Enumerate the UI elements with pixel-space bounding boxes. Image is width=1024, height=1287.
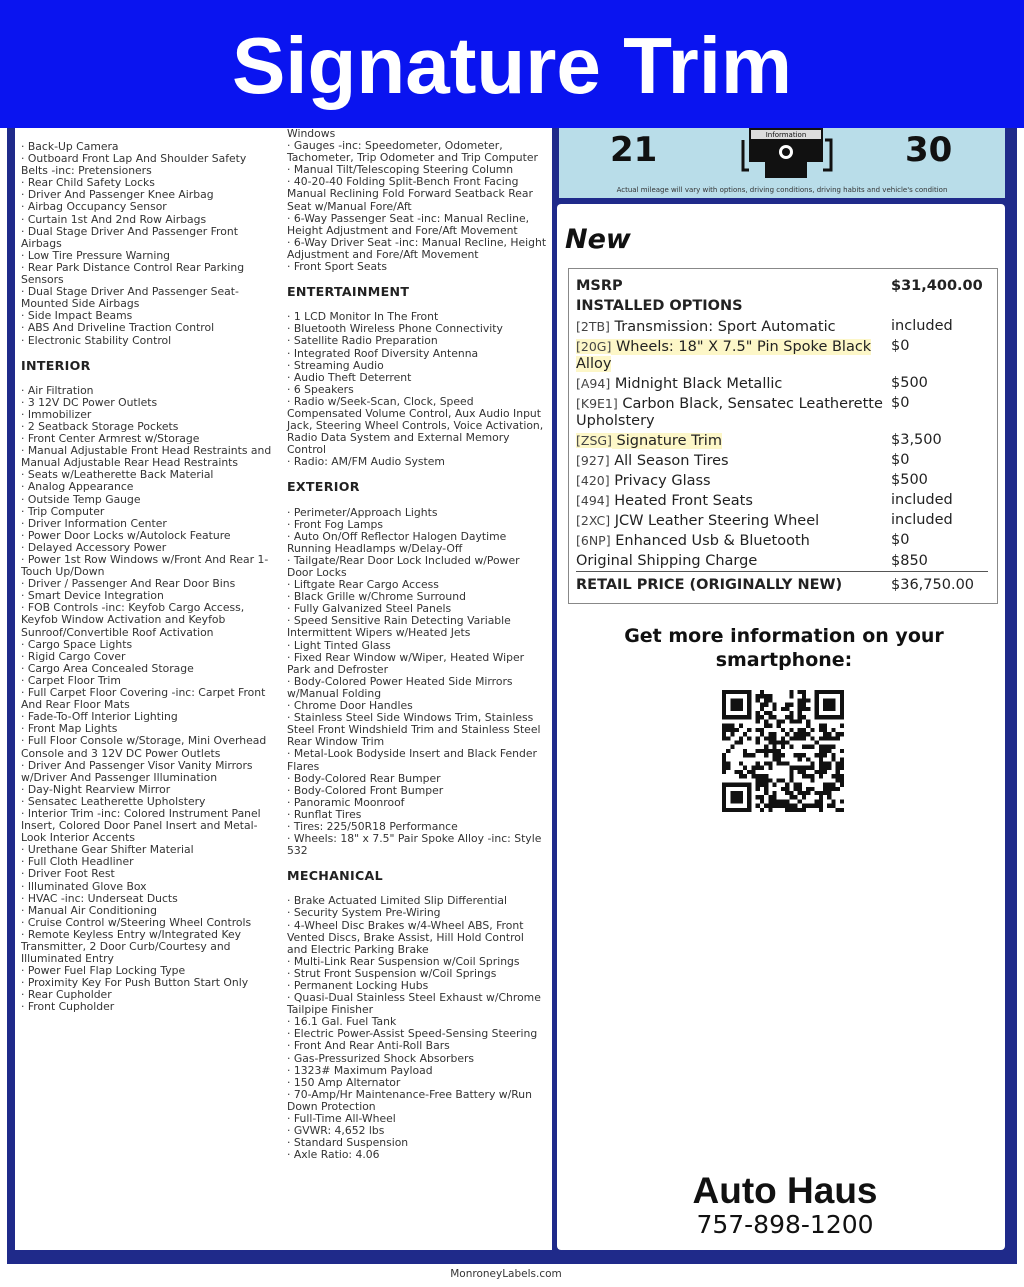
feature-item: · Light Tinted Glass [287,638,391,652]
feature-item: · Permanent Locking Hubs [287,979,429,992]
feature-item: · Gauges -inc: Speedometer, Odometer, Tachometer, Trip Odometer and Trip Computer [287,139,538,165]
feature-item: · Driver / Passenger And Rear Door Bins [21,577,236,591]
feature-item: · Satellite Radio Preparation [287,334,438,348]
feature-item: · Cargo Area Concealed Storage [21,661,194,675]
feature-item: · 40-20-40 Folding Split-Bench Front Facing Manual Reclining Fold Forward Seatback Rear Seat w/Manual Fore/Aft [287,175,533,213]
feature-item: · Outboard Front Lap And Shoulder Safety Belts -inc: Pretensioners [21,152,247,178]
option-price: $0 [891,338,910,354]
feature-item: · Front Sport Seats [287,260,387,274]
feature-item: · Runflat Tires [287,807,362,821]
feature-item: · Full Carpet Floor Covering -inc: Carpet Front And Rear Floor Mats [21,686,266,712]
feature-item: · Full Cloth Headliner [21,855,134,869]
features-column-left [21,128,273,1014]
feature-item: · 6-Way Passenger Seat -inc: Manual Recline, Height Adjustment and Fore/Aft Movement [287,211,530,237]
feature-item: · Radio: AM/FM Audio System [287,455,445,469]
option-code: [420] [576,473,610,488]
feature-item: · Electric Power-Assist Speed-Sensing Steering [287,1027,538,1041]
feature-item: · Front Cupholder [21,1000,115,1014]
option-price: $0 [891,532,910,548]
feature-item: · Cargo Space Lights [21,637,133,651]
vehicle-condition: New [565,224,631,255]
feature-item: · 6 Speakers [287,382,354,396]
option-price: $3,500 [891,432,942,448]
feature-item: · Front And Rear Anti-Roll Bars [287,1039,450,1053]
option-code: [6NP] [576,533,611,548]
option-label: All Season Tires [609,453,729,469]
banner-title: Signature Trim [231,21,793,110]
feature-item: · Front Map Lights [21,722,118,736]
feature-item: · Strut Front Suspension w/Coil Springs [287,966,497,980]
feature-item: · Cruise Control w/Steering Wheel Controls [21,915,252,929]
option-name [576,318,886,336]
option-code: [20G] [576,339,612,354]
mpg-icon-label: Information [765,131,807,139]
feature-item: · Speed Sensitive Rain Detecting Variable Intermittent Wipers w/Heated Jets [287,614,511,640]
feature-item: · Multi-Link Rear Suspension w/Coil Springs [287,954,520,968]
feature-item: · Urethane Gear Shifter Material [21,843,194,857]
feature-item: · Quasi-Dual Stainless Steel Exhaust w/Chrome Tailpipe Finisher [287,991,541,1017]
retail-price-label: RETAIL PRICE (ORIGINALLY NEW) [576,577,843,593]
feature-item: · Full Floor Console w/Storage, Mini Overhead Console and 3 12V DC Power Outlets [21,734,267,760]
feature-item: · Day-Night Rearview Mirror [21,782,171,796]
feature-item: · 1 LCD Monitor In The Front [287,310,439,324]
feature-item: · Fixed Rear Window w/Wiper, Heated Wiper Park and Defroster [287,650,525,676]
feature-item: · Smart Device Integration [21,589,164,603]
feature-item: · Side Impact Beams [21,309,133,323]
feature-item: · Standard Suspension [287,1136,409,1150]
feature-item: · 4-Wheel Disc Brakes w/4-Wheel ABS, Front Vented Discs, Brake Assist, Hill Hold Control and Electric Parking Brake [287,918,524,956]
mpg-city: 21 [610,130,658,170]
shipping-label: Original Shipping Charge [576,553,758,569]
feature-item: · Audio Theft Deterrent [287,370,412,384]
feature-item: · Fade-To-Off Interior Lighting [21,710,178,724]
feature-item: · Dual Stage Driver And Passenger Seat-Mounted Side Airbags [21,285,239,311]
option-label: Heated Front Seats [609,493,753,509]
feature-item: · ABS And Driveline Traction Control [21,321,215,335]
feature-item: · Metal-Look Bodyside Insert and Black Fender Flares [287,747,537,773]
section-heading: INTERIOR [21,357,91,373]
feature-item: · Airbag Occupancy Sensor [21,200,167,214]
option-label: Midnight Black Metallic [610,376,783,392]
feature-item: · Radio w/Seek-Scan, Clock, Speed Compensated Volume Control, Aux Audio Input Jack, Steering Wheel Controls, Voice Activation, Radio Data System and External Memory Control [287,394,544,457]
feature-item: · Rigid Cargo Cover [21,649,126,663]
option-code: [ZSG] [576,433,612,448]
option-code: [2XC] [576,513,611,528]
mpg-highway: 30 [905,130,953,170]
option-label: Wheels: 18" X 7.5" Pin Spoke Black Alloy [576,339,872,372]
feature-item: · Driver Information Center [21,516,167,530]
feature-item: · Trip Computer [21,504,105,518]
option-label: Signature Trim [611,433,722,449]
option-name [576,338,886,373]
option-code: [2TB] [576,319,610,334]
feature-item: · Perimeter/Approach Lights [287,505,438,519]
feature-item: · 6-Way Driver Seat -inc: Manual Recline, Height Adjustment and Fore/Aft Movement [287,235,547,261]
feature-item: · Sensatec Leatherette Upholstery [21,794,206,808]
feature-item: · Tires: 225/50R18 Performance [287,819,458,833]
feature-item: · Manual Tilt/Telescoping Steering Column [287,163,514,177]
option-label: Carbon Black, Sensatec Leatherette Upholstery [576,396,883,429]
dealer-name: Auto Haus [692,1170,878,1211]
feature-item: · 150 Amp Alternator [287,1075,401,1089]
retail-price-value: $36,750.00 [891,577,975,593]
feature-item: · Rear Park Distance Control Rear Parking Sensors [21,260,245,287]
section-heading: MECHANICAL [287,868,383,884]
option-price: $500 [891,472,928,488]
feature-item: · Full-Time All-Wheel [287,1112,396,1126]
feature-item: · Rear Cupholder [21,988,112,1002]
feature-item: · Rear Child Safety Locks [21,176,155,190]
feature-item: · 3 12V DC Power Outlets [21,395,158,409]
option-name [576,532,886,550]
option-price: included [891,492,953,508]
feature-item: · Illuminated Glove Box [21,879,147,893]
feature-item: · Brake Actuated Limited Slip Differential [287,894,508,908]
feature-item: · Body-Colored Power Heated Side Mirrors w/Manual Folding [287,674,513,700]
qr-code[interactable] [722,690,844,812]
feature-item: Windows [287,127,336,140]
feature-item: · Wheels: 18" x 7.5" Pair Spoke Alloy -inc: Style 532 [287,832,542,858]
mpg-disclaimer: Actual mileage will vary with options, driving conditions, driving habits and vehicle's condition [616,186,948,194]
option-label: Enhanced Usb & Bluetooth [610,533,810,549]
option-code: [K9E1] [576,396,618,411]
feature-item: · Power 1st Row Windows w/Front And Rear 1-Touch Up/Down [21,553,269,579]
feature-item: · Body-Colored Front Bumper [287,783,444,797]
qr-heading: Get more information on your smartphone: [624,625,944,671]
feature-item: · Front Center Armrest w/Storage [21,432,200,446]
feature-item: · 16.1 Gal. Fuel Tank [287,1015,397,1029]
footer-link[interactable]: MonroneyLabels.com [450,1268,562,1280]
feature-item: · Immobilizer [21,407,92,421]
feature-item: · Security System Pre-Wiring [287,906,441,920]
feature-item: · Auto On/Off Reflector Halogen Daytime Running Headlamps w/Delay-Off [287,529,507,555]
feature-item: · Streaming Audio [287,358,384,372]
feature-item: · Electronic Stability Control [21,333,172,347]
feature-item: · Driver And Passenger Knee Airbag [21,188,214,202]
feature-item: · Tailgate/Rear Door Lock Included w/Power Door Locks [287,553,520,579]
feature-item: · Dual Stage Driver And Passenger Front Airbags [21,224,238,250]
feature-item: · Driver Foot Rest [21,867,115,881]
feature-item: · Analog Appearance [21,480,134,494]
features-column-right [287,128,547,1161]
installed-options-heading: INSTALLED OPTIONS [576,298,743,314]
fuel-pump-icon [735,128,837,180]
feature-item: · 70-Amp/Hr Maintenance-Free Battery w/Run Down Protection [287,1087,532,1113]
feature-item: · Manual Air Conditioning [21,903,158,917]
feature-item: · Power Door Locks w/Autolock Feature [21,528,231,542]
feature-item: · Integrated Roof Diversity Antenna [287,346,479,360]
feature-item: · 1323# Maximum Payload [287,1063,433,1077]
option-price: included [891,318,953,334]
feature-item: · Chrome Door Handles [287,699,413,713]
option-price: $0 [891,395,910,411]
option-label: JCW Leather Steering Wheel [610,513,820,529]
option-label: Transmission: Sport Automatic [609,319,836,335]
msrp-label: MSRP [576,278,623,294]
dealer-phone: 757-898-1200 [696,1210,874,1239]
feature-item: · Seats w/Leatherette Back Material [21,468,214,482]
feature-item: · Delayed Accessory Power [21,540,167,554]
feature-item: · Manual Adjustable Front Head Restraints and Manual Adjustable Rear Head Restraints [21,444,272,470]
option-name [576,492,886,510]
option-name [576,472,886,490]
feature-item: · Air Filtration [21,383,94,397]
section-heading: ENTERTAINMENT [287,284,410,300]
msrp-value: $31,400.00 [891,278,983,294]
option-name [576,432,886,450]
shipping-value: $850 [891,553,928,569]
section-heading: EXTERIOR [287,479,360,495]
feature-item: · Body-Colored Rear Bumper [287,771,441,785]
feature-item: · Remote Keyless Entry w/Integrated Key Transmitter, 2 Door Curb/Courtesy and Illuminated Entry [21,927,242,966]
feature-item: · Carpet Floor Trim [21,673,121,687]
option-code: [494] [576,493,610,508]
option-name [576,375,886,393]
feature-item: · Interior Trim -inc: Colored Instrument Panel Insert, Colored Door Panel Insert and Metal-Look Interior Accents [21,806,261,845]
feature-item: · Driver And Passenger Visor Vanity Mirrors w/Driver And Passenger Illumination [21,758,253,784]
feature-item: · Axle Ratio: 4.06 [287,1148,380,1162]
feature-item: · FOB Controls -inc: Keyfob Cargo Access, Keyfob Window Activation and Keyfob Sunroof/Convertible Roof Activation [21,601,245,639]
title-banner [0,0,1024,128]
feature-item: · HVAC -inc: Underseat Ducts [21,891,178,905]
feature-item: · Panoramic Moonroof [287,795,405,809]
total-divider [576,571,988,572]
feature-item: · Front Fog Lamps [287,517,383,531]
option-label: Privacy Glass [609,473,711,489]
feature-item: · Back-Up Camera [21,140,119,153]
feature-item: · Black Grille w/Chrome Surround [287,590,466,604]
feature-item: · Stainless Steel Side Windows Trim, Stainless Steel Front Windshield Trim and Stainless Steel Rear Window Trim [287,711,541,749]
option-name [576,395,886,430]
feature-item: · Curtain 1st And 2nd Row Airbags [21,212,207,226]
option-name [576,452,886,470]
option-code: [927] [576,453,610,468]
option-price: $500 [891,375,928,391]
option-price: included [891,512,953,528]
option-price: $0 [891,452,910,468]
option-code: [A94] [576,376,611,391]
feature-item: · 2 Seatback Storage Pockets [21,419,179,433]
option-name [576,512,886,530]
feature-item: · Power Fuel Flap Locking Type [21,964,186,978]
feature-item: · GVWR: 4,652 lbs [287,1124,385,1138]
feature-item: · Bluetooth Wireless Phone Connectivity [287,322,503,336]
feature-item: · Proximity Key For Push Button Start Only [21,976,249,990]
feature-item: · Gas-Pressurized Shock Absorbers [287,1051,475,1065]
feature-item: · Low Tire Pressure Warning [21,248,171,262]
feature-item: · Outside Temp Gauge [21,492,141,506]
feature-item: · Liftgate Rear Cargo Access [287,578,439,592]
feature-item: · Fully Galvanized Steel Panels [287,602,452,616]
